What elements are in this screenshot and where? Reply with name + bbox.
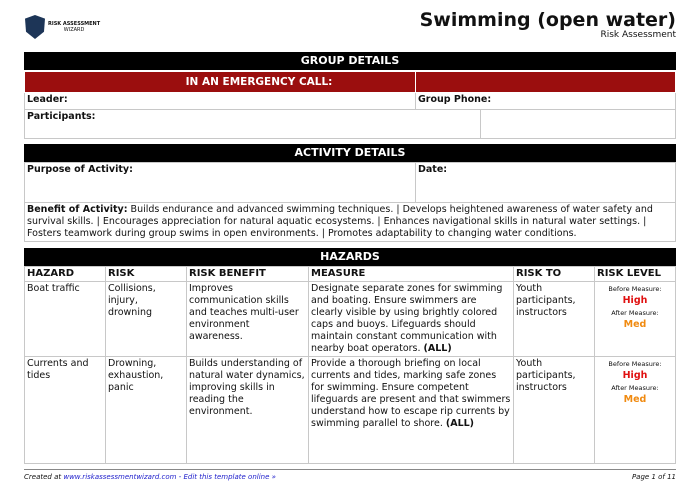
col-risk-benefit: RISK BENEFIT bbox=[187, 267, 309, 282]
hazards-table bbox=[24, 266, 676, 464]
purpose-label: Purpose of Activity: bbox=[27, 164, 133, 175]
participants-extra-field[interactable] bbox=[481, 110, 676, 139]
table-row bbox=[25, 357, 676, 464]
risk-to-cell: Youth participants, instructors bbox=[514, 282, 595, 357]
hazards-heading: HAZARDS bbox=[24, 248, 676, 266]
footer-credit bbox=[24, 473, 276, 481]
leader-label: Leader: bbox=[27, 94, 68, 105]
benefit-cell: Builds understanding of natural water dynamics, improving skills in reading the environment. bbox=[187, 357, 309, 464]
table-row bbox=[25, 282, 676, 357]
group-details-table bbox=[24, 71, 676, 139]
col-measure: MEASURE bbox=[309, 267, 514, 282]
measure-text: Designate separate zones for swimming and boating. Ensure swimmers are clearly visible by using brightly colored caps and buoys. Lifeguards should maintain constant communication with nearby boat operators. bbox=[311, 283, 503, 354]
benefit-cell bbox=[25, 203, 676, 242]
risk-cell: Drowning, exhaustion, panic bbox=[106, 357, 187, 464]
risk-cell: Collisions, injury, drowning bbox=[106, 282, 187, 357]
after-label: After Measure: bbox=[611, 309, 659, 317]
col-risk: RISK bbox=[106, 267, 187, 282]
before-level: High bbox=[622, 295, 648, 306]
benefit-label: Benefit of Activity: bbox=[27, 204, 128, 215]
measure-tag: (ALL) bbox=[423, 343, 452, 354]
col-risk-level: RISK LEVEL bbox=[595, 267, 676, 282]
logo bbox=[25, 15, 100, 39]
after-level: Med bbox=[623, 319, 647, 330]
before-label: Before Measure: bbox=[608, 285, 662, 293]
hazard-cell: Currents and tides bbox=[25, 357, 106, 464]
website-link[interactable]: www.riskassessmentwizard.com bbox=[63, 473, 177, 481]
leader-field[interactable] bbox=[25, 93, 416, 110]
footer-created: Created at bbox=[24, 473, 62, 481]
risk-to-cell: Youth participants, instructors bbox=[514, 357, 595, 464]
page-number: Page 1 of 11 bbox=[631, 473, 676, 481]
group-phone-field[interactable] bbox=[416, 93, 676, 110]
date-label: Date: bbox=[418, 164, 448, 175]
edit-template-link[interactable]: - Edit this template online » bbox=[178, 473, 276, 481]
measure-tag: (ALL) bbox=[445, 418, 475, 429]
hazard-cell: Boat traffic bbox=[25, 282, 106, 357]
benefit-cell: Improves communication skills and teaches multi-user environment awareness. bbox=[187, 282, 309, 357]
date-field[interactable] bbox=[416, 163, 676, 203]
group-phone-label: Group Phone: bbox=[418, 94, 492, 105]
hazards-header-row bbox=[25, 267, 676, 282]
shield-logo-icon bbox=[25, 15, 45, 39]
before-label: Before Measure: bbox=[608, 360, 662, 368]
activity-details-heading: ACTIVITY DETAILS bbox=[24, 144, 676, 162]
participants-label: Participants: bbox=[27, 111, 96, 122]
measure-text: Provide a thorough briefing on local currents and tides, marking safe zones for swimming. Ensure competent lifeguards are present and that swimmers understand how to escape rip currents by swimming parallel to shore. bbox=[311, 358, 511, 429]
after-label: After Measure: bbox=[611, 384, 659, 392]
emergency-label: IN AN EMERGENCY CALL: bbox=[25, 72, 416, 93]
logo-text: RISK ASSESSMENT bbox=[48, 21, 101, 27]
page-title: Swimming (open water) bbox=[419, 9, 676, 31]
risk-level-cell bbox=[595, 282, 676, 357]
group-details-heading: GROUP DETAILS bbox=[24, 52, 676, 70]
participants-field[interactable] bbox=[25, 110, 481, 139]
measure-cell bbox=[309, 282, 514, 357]
emergency-row bbox=[25, 72, 676, 93]
measure-cell bbox=[309, 357, 514, 464]
col-hazard: HAZARD bbox=[25, 267, 106, 282]
before-level: High bbox=[622, 370, 648, 381]
footer-divider bbox=[24, 469, 676, 470]
col-risk-to: RISK TO bbox=[514, 267, 595, 282]
purpose-field[interactable] bbox=[25, 163, 416, 203]
activity-details-table bbox=[24, 162, 676, 242]
after-level: Med bbox=[623, 394, 647, 405]
risk-level-cell bbox=[595, 357, 676, 464]
page-subtitle: Risk Assessment bbox=[600, 30, 676, 40]
logo-subtext: WIZARD bbox=[63, 27, 85, 33]
benefit-text: Builds endurance and advanced swimming techniques. | Develops heightened awareness of water safety and survival skills. | Encourages appreciation for natural aquatic ecosystems. | Enhances navigational skills in natural water settings. | Fosters teamwork during group swims in open environments. | Promotes adaptability to changing water conditions. bbox=[27, 204, 653, 239]
